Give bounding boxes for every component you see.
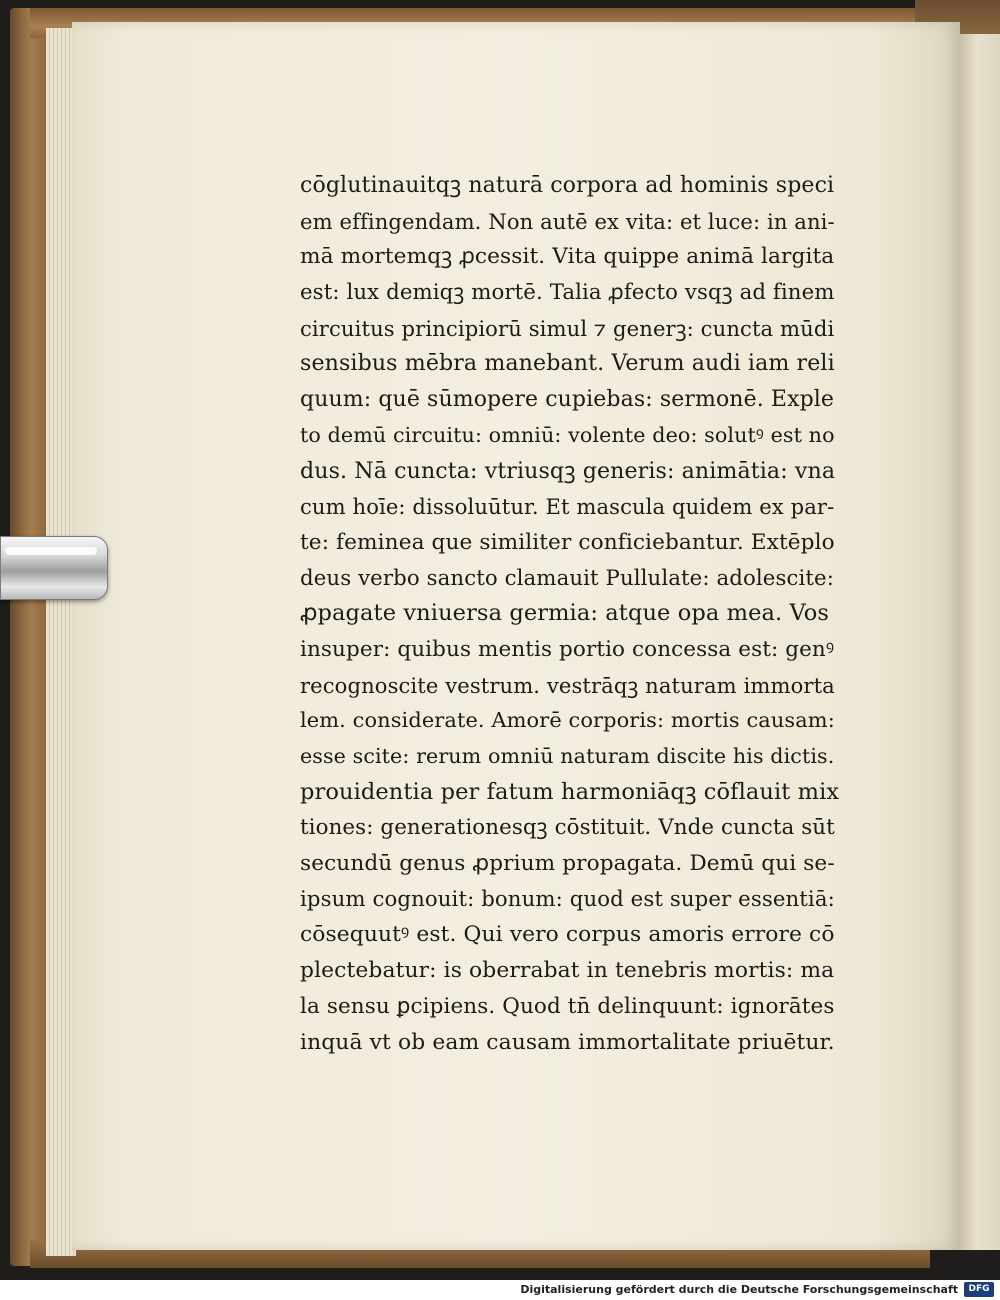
text-line: la sensu ꝑcipiens. Quod tn̄ delinquunt: ignorātes bbox=[300, 993, 835, 1019]
funding-credit: Digitalisierung gefördert durch die Deutsche Forschungsgemeinschaft bbox=[520, 1283, 958, 1296]
text-line: esse scite: rerum omniū naturam discite his dictis. bbox=[300, 744, 835, 768]
text-line: deus verbo sancto clamauit Pullulate: adolescite: bbox=[300, 565, 834, 591]
text-line: recognoscite vestrum. vestrāqꝫ naturam immorta bbox=[300, 672, 835, 698]
text-line: cōglutinauitqꝫ naturā corpora ad hominis speci bbox=[300, 173, 835, 198]
text-line: ꝓpagate vniuersa germia: atque opa mea. Vos bbox=[300, 600, 830, 627]
text-line: prouidentia per fatum harmoniāqꝫ cōflauit mix bbox=[300, 778, 840, 805]
text-line: cōsequutꝰ est. Qui vero corpus amoris errore cō bbox=[300, 922, 835, 948]
text-line: quum: quē sūmopere cupiebas: sermonē. Exple bbox=[300, 387, 835, 413]
footer-bar bbox=[0, 1280, 1000, 1300]
text-line: circuitus principiorū simul ⁊ generꝫ: cuncta mūdi bbox=[300, 315, 835, 341]
glass-page-clamp bbox=[0, 536, 108, 600]
text-line: inquā vt ob eam causam immortalitate priuētur. bbox=[300, 1029, 835, 1055]
text-line: sensibus mēbra manebant. Verum audi iam reli bbox=[300, 350, 835, 377]
clamp-highlight bbox=[5, 547, 97, 555]
text-line: lem. considerate. Amorē corporis: mortis causam: bbox=[300, 708, 835, 733]
text-line: te: feminea que similiter conficiebantur. Extēplo bbox=[300, 529, 835, 555]
text-line: est: lux demiqꝫ mortē. Talia ꝓfecto vsqꝫ ad finem bbox=[300, 280, 835, 306]
text-line: ipsum cognouit: bonum: quod est super essentiā: bbox=[300, 886, 835, 912]
text-line: cum hoīe: dissoluūtur. Et mascula quidem ex par- bbox=[300, 494, 835, 520]
text-line: mā mortemqꝫ ꝓcessit. Vita quippe animā largita bbox=[300, 244, 835, 270]
text-line: secundū genus ꝓprium propagata. Demū qui se- bbox=[300, 851, 835, 877]
text-line: to demū circuitu: omniū: volente deo: solutꝰ est no bbox=[300, 422, 835, 447]
text-line: dus. Nā cuncta: vtriusqꝫ generis: animātia: vna bbox=[300, 457, 836, 484]
text-line: insuper: quibus mentis portio concessa est: genꝰ bbox=[300, 636, 835, 662]
text-line: plectebatur: is oberrabat in tenebris mortis: ma bbox=[300, 958, 835, 984]
dfg-logo: DFG bbox=[964, 1282, 994, 1297]
facing-page-edge bbox=[958, 34, 1000, 1250]
page-text-block bbox=[300, 168, 840, 1055]
text-line: em effingendam. Non autē ex vita: et luce: in ani- bbox=[300, 208, 835, 234]
text-line: tiones: generationesqꝫ cōstituit. Vnde cuncta sūt bbox=[300, 815, 835, 841]
